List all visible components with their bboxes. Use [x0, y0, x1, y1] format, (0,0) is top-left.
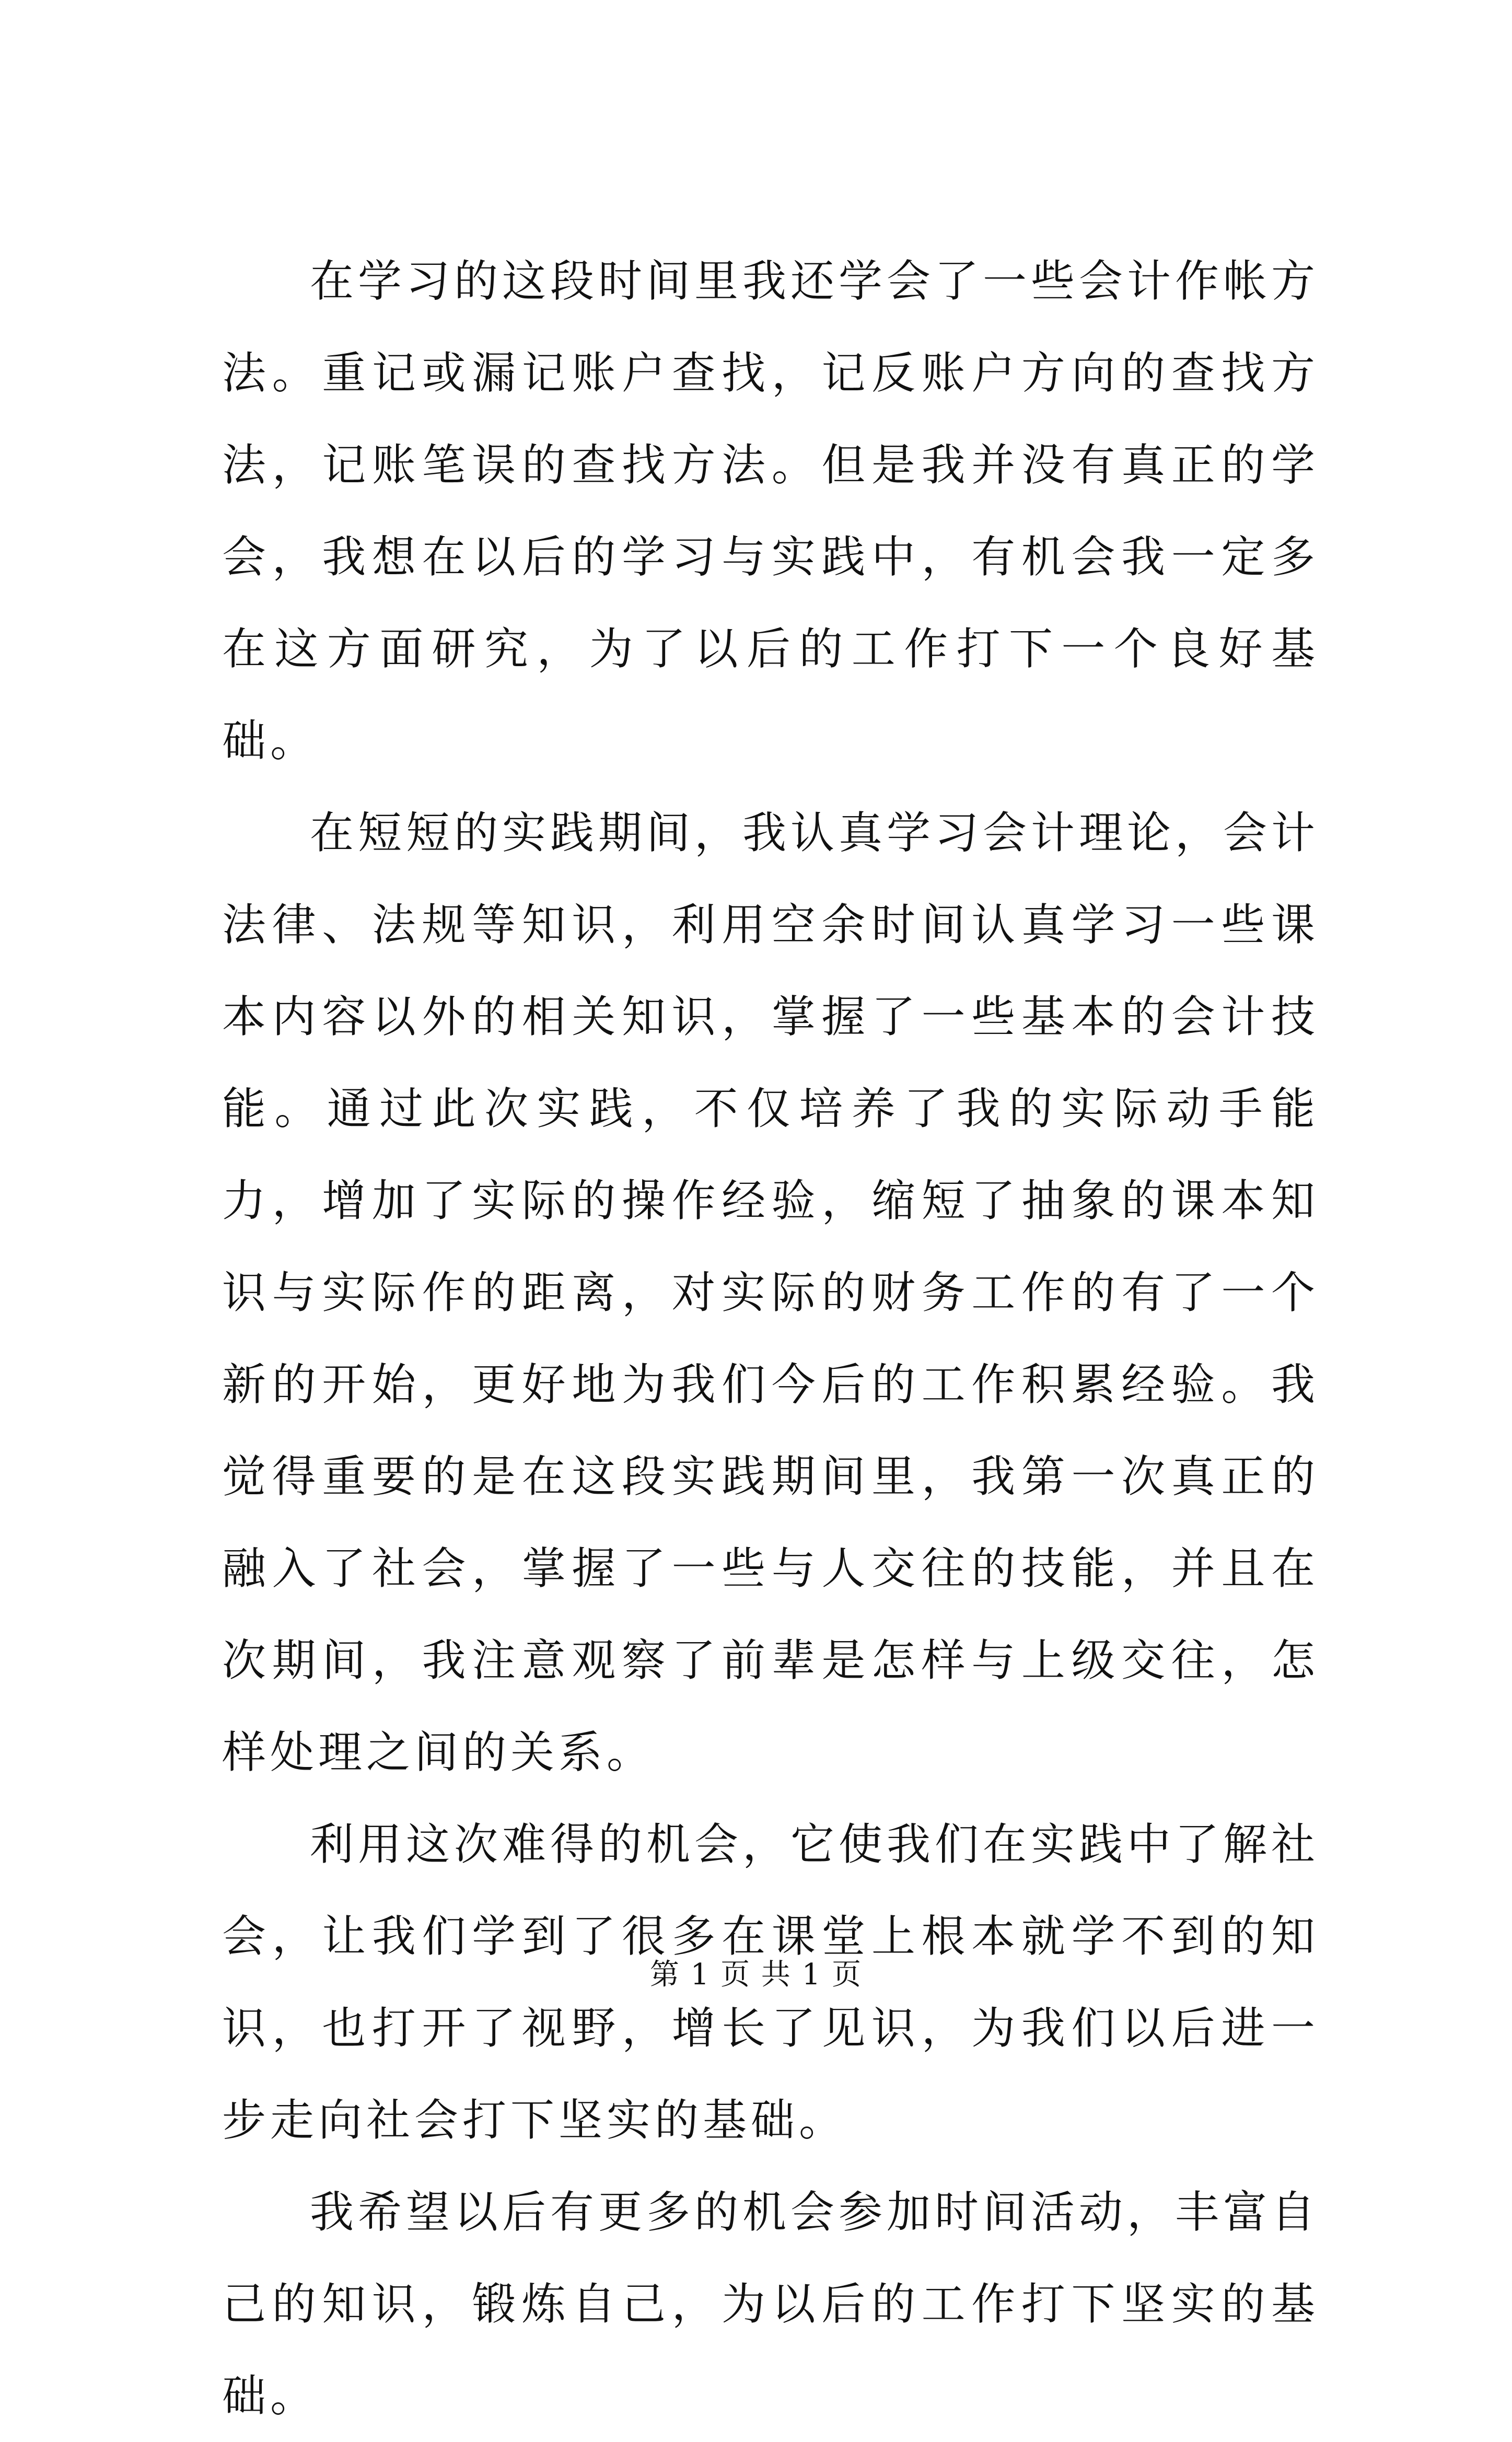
paragraph-4: 我希望以后有更多的机会参加时间活动，丰富自己的知识，锻炼自己，为以后的工作打下坚实的基础。 [222, 2187, 1320, 2422]
document-body [222, 235, 1319, 2442]
page-footer: 第 1 页 共 1 页 [649, 1958, 863, 1992]
paragraph-3: 利用这次难得的机会，它使我们在实践中了解社会，让我们学到了很多在课堂上根本就学不到的知识，也打开了视野，增长了见识，为我们以后进一步走向社会打下坚实的基础。 [222, 1819, 1320, 2146]
paragraph-1: 在学习的这段时间里我还学会了一些会计作帐方法。重记或漏记账户查找，记反账户方向的查找方法，记账笔误的查找方法。但是我并没有真正的学会，我想在以后的学习与实践中，有机会我一定多在这方面研究，为了以后的工作打下一个良好基础。 [222, 255, 1320, 766]
paragraph-2: 在短短的实践期间，我认真学习会计理论，会计法律、法规等知识，利用空余时间认真学习一些课本内容以外的相关知识，掌握了一些基本的会计技能。通过此次实践，不仅培养了我的实际动手能力，增加了实际的操作经验，缩短了抽象的课本知识与实际作的距离，对实际的财务工作的有了一个新的开始，更好地为我们今后的工作积累经验。我觉得重要的是在这段实践期间里，我第一次真正的融入了社会，掌握了一些与人交往的技能，并且在次期间，我注意观察了前辈是怎样与上级交往，怎样处理之间的关系。 [222, 807, 1320, 1778]
